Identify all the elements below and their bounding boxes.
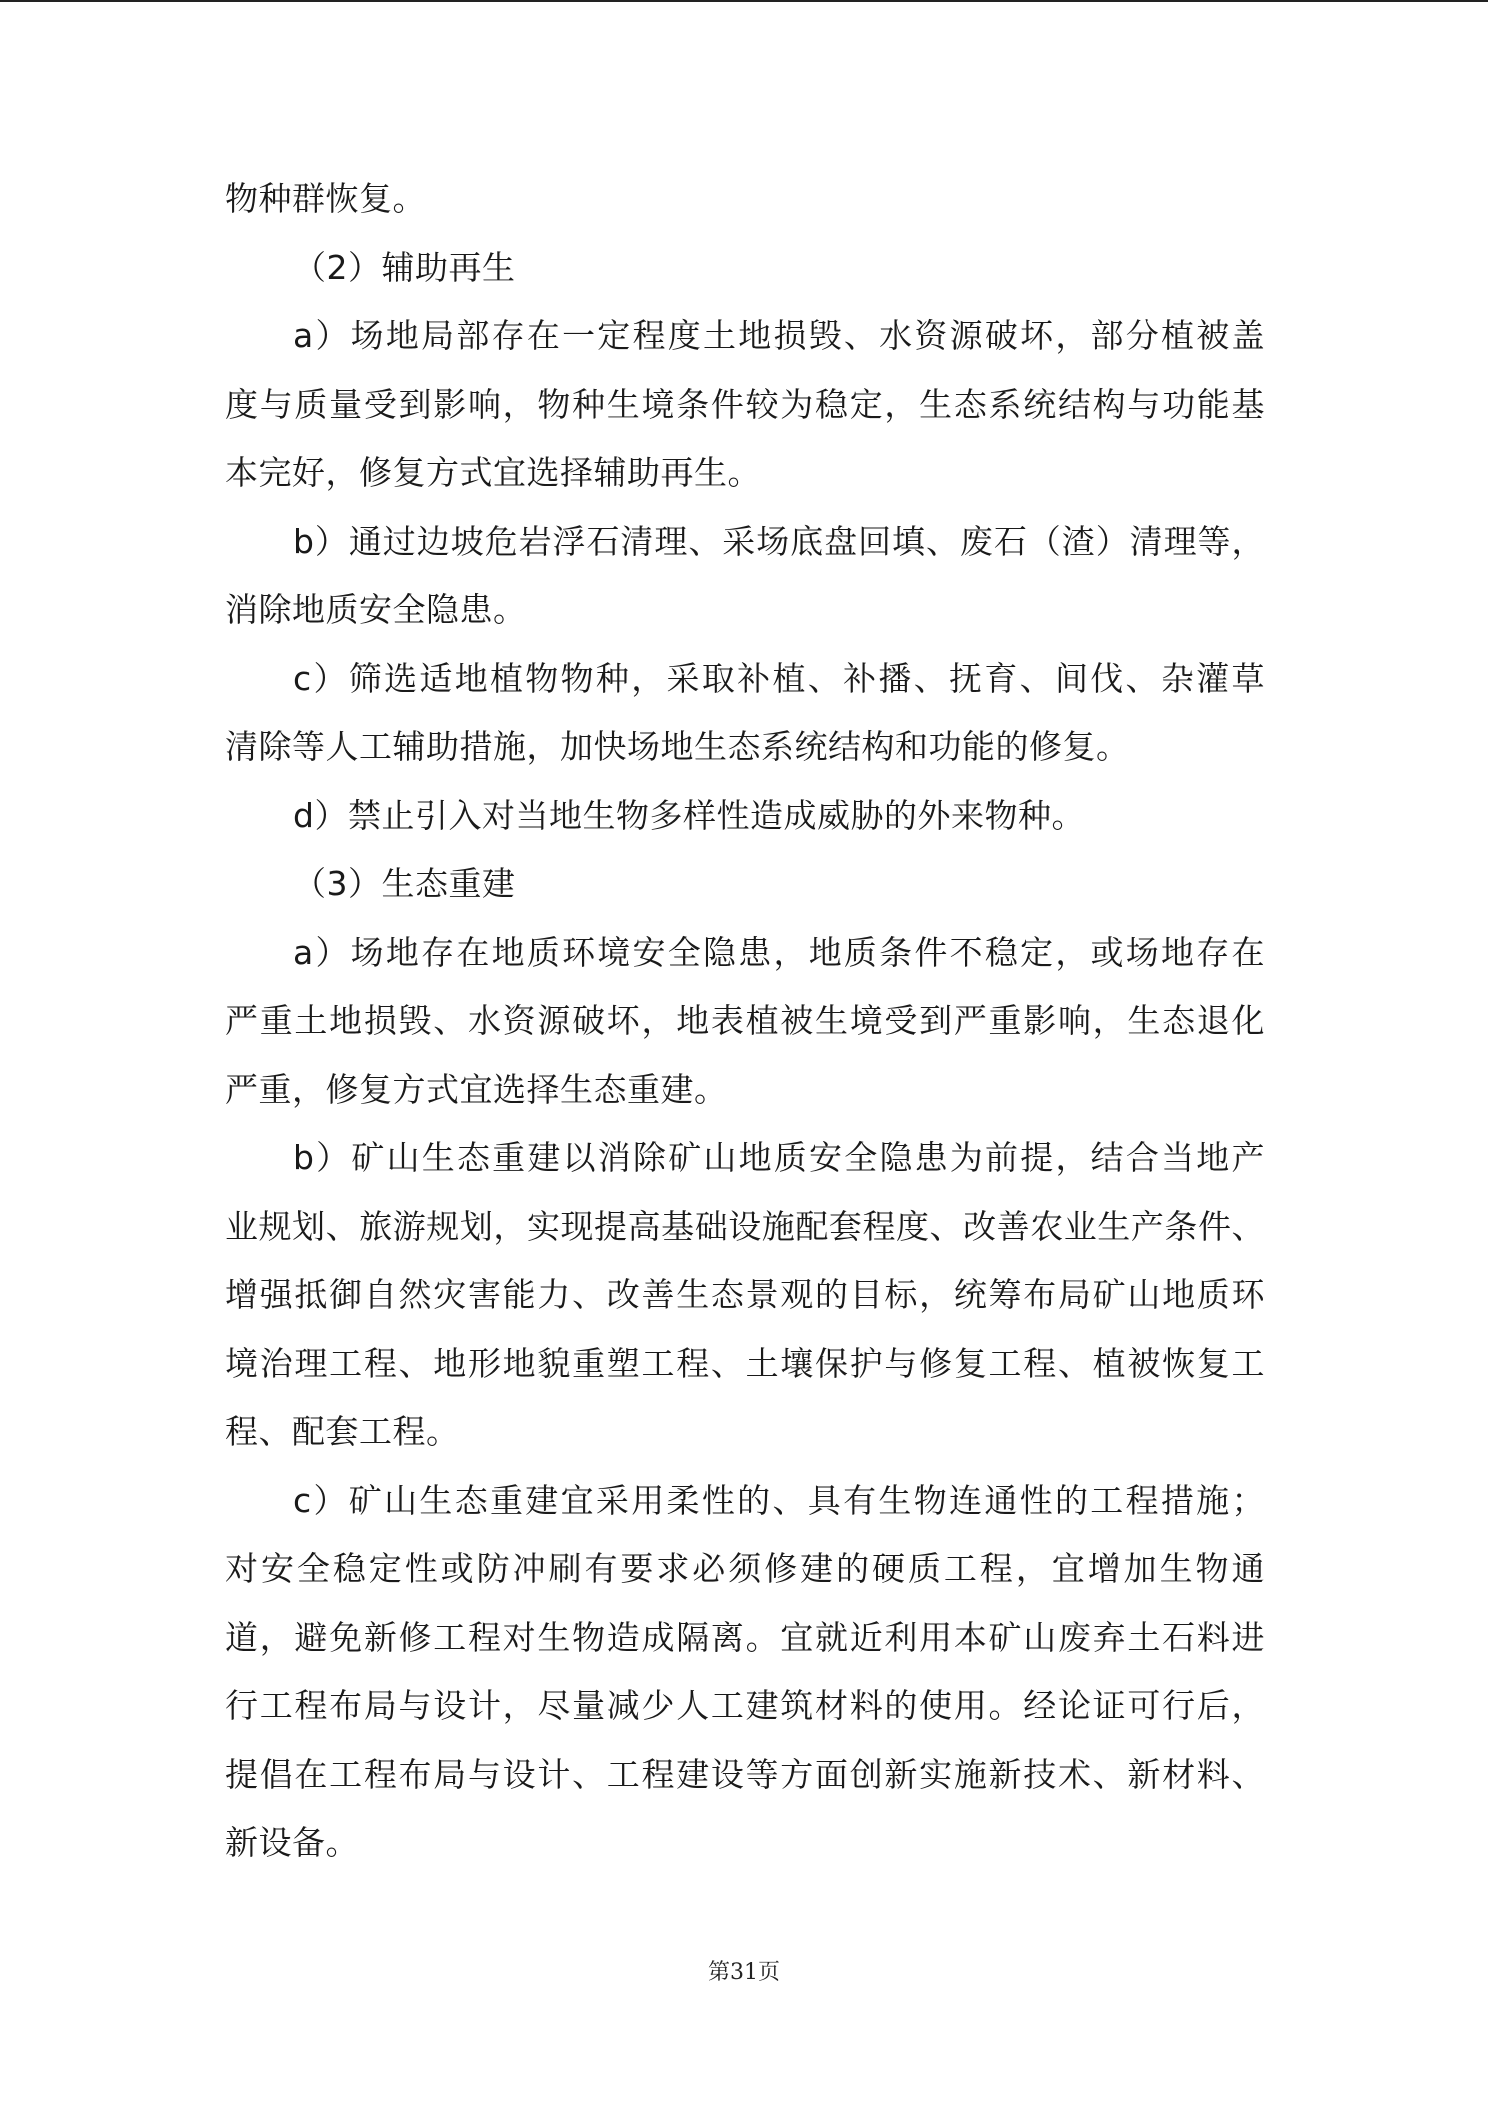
text-line: （2）辅助再生 (293, 247, 516, 287)
text-line: 业规划、旅游规划，实现提高基础设施配套程度、改善农业生产条件、 (225, 1206, 1265, 1246)
text-line: 本完好，修复方式宜选择辅助再生。 (225, 453, 761, 492)
text-line: 行工程布局与设计，尽量减少人工建筑材料的使用。经论证可行后， (225, 1686, 1265, 1725)
text-line: 严重土地损毁、水资源破坏，地表植被生境受到严重影响，生态退化 (225, 1001, 1265, 1040)
text-line: 程、配套工程。 (225, 1412, 460, 1451)
text-line: b）通过边坡危岩浮石清理、采场底盘回填、废石（渣）清理等， (293, 521, 1265, 561)
text-line: 境治理工程、地形地貌重塑工程、土壤保护与修复工程、植被恢复工 (225, 1343, 1265, 1383)
text-line: d）禁止引入对当地生物多样性造成威胁的外来物种。 (293, 795, 1085, 835)
text-line: 新设备。 (225, 1823, 359, 1862)
text-line: c）矿山生态重建宜采用柔性的、具有生物连通性的工程措施； (293, 1480, 1265, 1520)
text-line: （3）生态重建 (293, 864, 516, 903)
text-line: b）矿山生态重建以消除矿山地质安全隐患为前提，结合当地产 (293, 1138, 1265, 1177)
text-line: 度与质量受到影响，物种生境条件较为稳定，生态系统结构与功能基 (225, 384, 1265, 424)
text-line: 提倡在工程布局与设计、工程建设等方面创新实施新技术、新材料、 (225, 1754, 1265, 1794)
text-line: 对安全稳定性或防冲刷有要求必须修建的硬质工程，宜增加生物通 (225, 1549, 1265, 1588)
text-line: 清除等人工辅助措施，加快场地生态系统结构和功能的修复。 (225, 727, 1130, 766)
top-border-line (0, 0, 1488, 2)
text-line: 道，避免新修工程对生物造成隔离。宜就近利用本矿山废弃土石料进 (225, 1617, 1265, 1657)
document-body (225, 165, 1265, 1878)
text-line: 消除地质安全隐患。 (225, 590, 527, 629)
text-line: c）筛选适地植物物种，采取补植、补播、抚育、间伐、杂灌草 (293, 658, 1265, 698)
text-line: 增强抵御自然灾害能力、改善生态景观的目标，统筹布局矿山地质环 (225, 1275, 1265, 1314)
text-line: a）场地局部存在一定程度土地损毁、水资源破坏，部分植被盖 (293, 316, 1265, 355)
text-line: 严重，修复方式宜选择生态重建。 (225, 1069, 728, 1109)
text-line: 物种群恢复。 (225, 179, 426, 218)
page-number: 第31页 (708, 1960, 780, 1985)
text-line: a）场地存在地质环境安全隐患，地质条件不稳定，或场地存在 (293, 932, 1265, 972)
